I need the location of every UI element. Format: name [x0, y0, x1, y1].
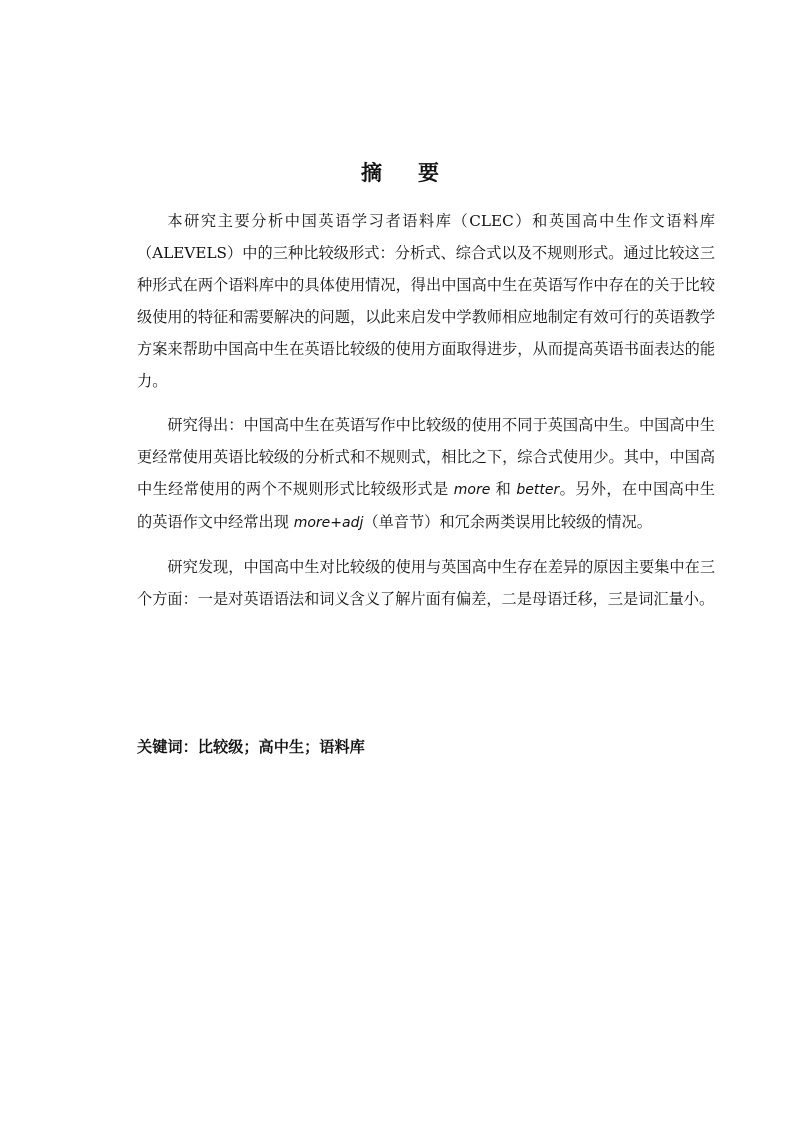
abstract-paragraph-2 [137, 409, 715, 539]
abstract-title-char-1: 摘 [361, 161, 382, 185]
abstract-paragraph-1: 本研究主要分析中国英语学习者语料库（CLEC）和英国高中生作文语料库（ALEVELS）中的三种比较级形式：分析式、综合式以及不规则形式。通过比较这三种形式在两个语料库中的具体使用情况，得出中国高中生在英语写作中存在的关于比较级使用的特征和需要解决的问题，以此来启发中学教师相应地制定有效可行的英语教学方案来帮助中国高中生在英语比较级的使用方面取得进步，从而提高英语书面表达的能力。 [137, 212, 715, 390]
keywords-list: 比较级；高中生；语料库 [197, 738, 365, 756]
paragraph-2-text-c: 。另外，在中国高中生的英语作文中经常出现 [137, 480, 716, 531]
keywords-line [137, 733, 365, 761]
paragraph-2-text-a: 研究得出：中国高中生在英语写作中比较级的使用不同于英国高中生。中国高中生更经常使用英语比较级的分析式和不规则式，相比之下，综合式使用少。其中，中国高中生经常使用的两个不规则形式比较级形式是 [137, 416, 715, 498]
abstract-title-char-2: 要 [418, 161, 439, 185]
abstract-paragraph-3: 研究发现，中国高中生对比较级的使用与英国高中生存在差异的原因主要集中在三个方面：一是对英语语法和词义含义了解片面有偏差，二是母语迁移，三是词汇量小。 [137, 558, 715, 608]
term-more-adj: more+adj [293, 515, 364, 531]
abstract-title [0, 157, 800, 187]
abstract-body [137, 205, 715, 615]
paragraph-2-text-b: 和 [490, 480, 517, 498]
keywords-label: 关键词： [137, 738, 198, 756]
term-better: better [516, 482, 560, 498]
term-more: more [453, 482, 491, 498]
paragraph-2-text-d: （单音节）和冗余两类误用比较级的情况。 [363, 513, 652, 531]
